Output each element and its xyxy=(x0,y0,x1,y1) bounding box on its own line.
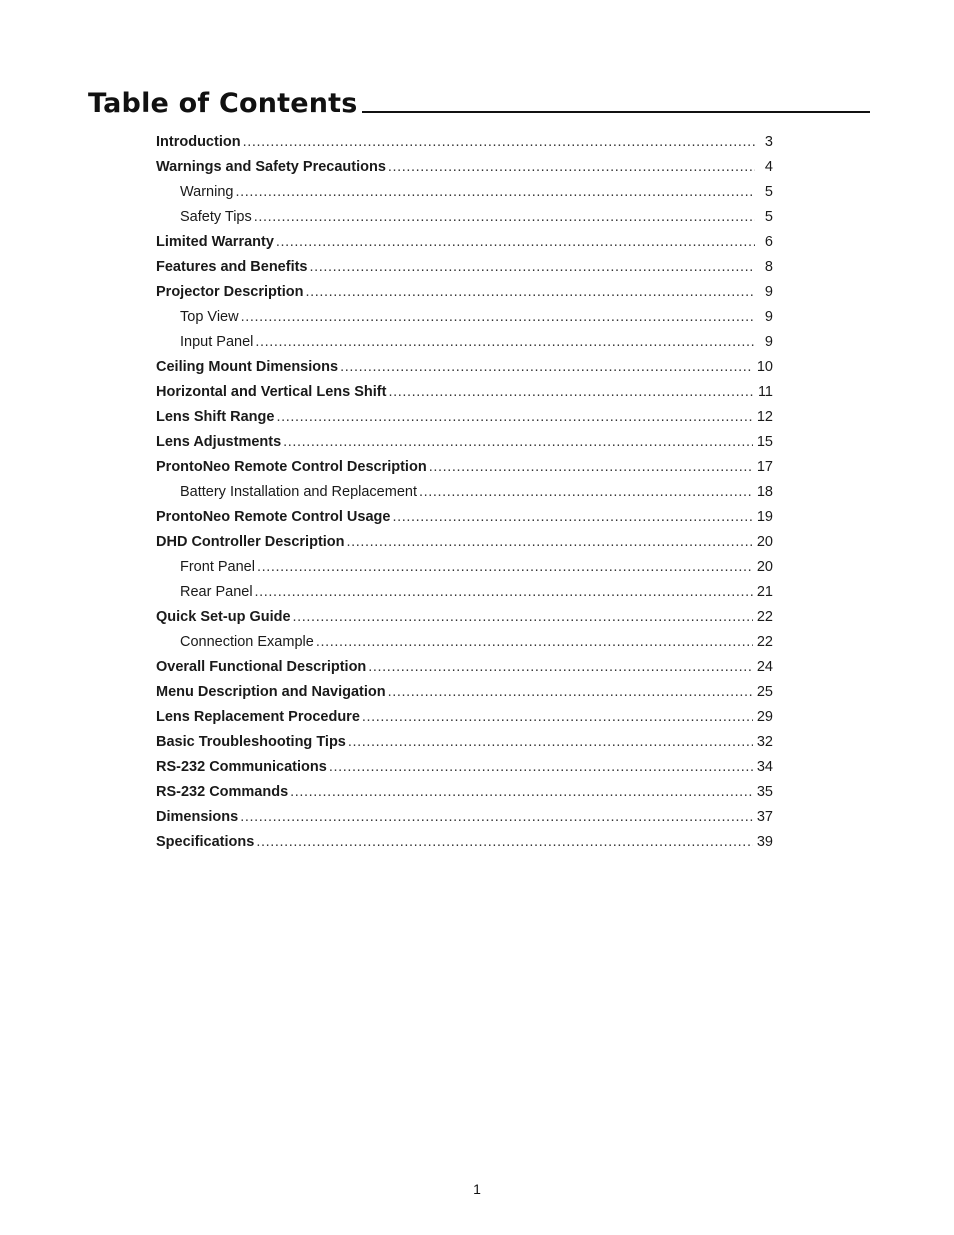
toc-dot-leader xyxy=(255,582,753,602)
toc-entry-label: Quick Set-up Guide xyxy=(156,609,291,625)
toc-entry[interactable] xyxy=(156,682,773,707)
toc-entry-page-number: 18 xyxy=(756,484,773,500)
page-title: Table of Contents xyxy=(88,88,358,119)
toc-entry[interactable] xyxy=(156,232,773,257)
toc-entry-label: ProntoNeo Remote Control Description xyxy=(156,459,427,475)
toc-subentry[interactable] xyxy=(156,182,773,207)
toc-entry-label: Top View xyxy=(180,309,239,325)
toc-entry-page-number: 6 xyxy=(764,234,773,250)
toc-entry-page-number: 39 xyxy=(756,834,773,850)
toc-entry[interactable] xyxy=(156,382,773,407)
toc-subentry[interactable] xyxy=(156,332,773,357)
toc-dot-leader xyxy=(243,132,755,152)
toc-entry-page-number: 22 xyxy=(756,609,773,625)
toc-dot-leader xyxy=(254,207,755,227)
toc-subentry[interactable] xyxy=(156,207,773,232)
toc-subentry[interactable] xyxy=(156,582,773,607)
toc-entry-page-number: 8 xyxy=(764,259,773,275)
toc-entry-label: Introduction xyxy=(156,134,241,150)
toc-entry[interactable] xyxy=(156,432,773,457)
toc-entry[interactable] xyxy=(156,757,773,782)
toc-entry[interactable] xyxy=(156,782,773,807)
toc-entry-page-number: 17 xyxy=(756,459,773,475)
toc-entry-label: Features and Benefits xyxy=(156,259,308,275)
toc-dot-leader xyxy=(348,732,753,752)
toc-entry-label: RS-232 Commands xyxy=(156,784,289,800)
toc-dot-leader xyxy=(293,607,753,627)
page-header xyxy=(88,84,870,120)
toc-entry-label: Rear Panel xyxy=(180,584,253,600)
table-of-contents-list xyxy=(156,132,773,857)
toc-entry-page-number: 3 xyxy=(764,134,773,150)
toc-entry-page-number: 22 xyxy=(756,634,773,650)
toc-entry-label: Connection Example xyxy=(180,634,314,650)
toc-dot-leader xyxy=(368,657,753,677)
toc-dot-leader xyxy=(305,282,755,302)
toc-dot-leader xyxy=(362,707,753,727)
toc-subentry[interactable] xyxy=(156,307,773,332)
toc-entry-page-number: 32 xyxy=(756,734,773,750)
toc-entry-page-number: 37 xyxy=(756,809,773,825)
page-number: 1 xyxy=(473,1181,481,1197)
toc-entry-page-number: 24 xyxy=(756,659,773,675)
toc-entry-page-number: 10 xyxy=(756,359,773,375)
toc-entry-page-number: 4 xyxy=(764,159,773,175)
toc-entry[interactable] xyxy=(156,157,773,182)
toc-entry[interactable] xyxy=(156,657,773,682)
toc-dot-leader xyxy=(241,307,755,327)
toc-entry[interactable] xyxy=(156,132,773,157)
toc-dot-leader xyxy=(392,507,752,527)
toc-entry[interactable] xyxy=(156,257,773,282)
toc-dot-leader xyxy=(255,332,755,352)
toc-entry-page-number: 12 xyxy=(756,409,773,425)
toc-dot-leader xyxy=(329,757,753,777)
toc-dot-leader xyxy=(316,632,753,652)
toc-entry[interactable] xyxy=(156,807,773,832)
toc-entry-label: Overall Functional Description xyxy=(156,659,367,675)
toc-entry-page-number: 20 xyxy=(756,534,773,550)
toc-entry-label: Specifications xyxy=(156,834,255,850)
toc-dot-leader xyxy=(283,432,753,452)
toc-entry[interactable] xyxy=(156,282,773,307)
toc-dot-leader xyxy=(429,457,753,477)
toc-dot-leader xyxy=(240,807,753,827)
toc-entry-label: Battery Installation and Replacement xyxy=(180,484,417,500)
toc-dot-leader xyxy=(347,532,753,552)
toc-dot-leader xyxy=(290,782,753,802)
toc-entry-label: RS-232 Communications xyxy=(156,759,327,775)
toc-dot-leader xyxy=(388,682,753,702)
toc-dot-leader xyxy=(276,232,755,252)
toc-dot-leader xyxy=(340,357,753,377)
toc-dot-leader xyxy=(388,382,754,402)
toc-entry-page-number: 29 xyxy=(756,709,773,725)
toc-entry[interactable] xyxy=(156,707,773,732)
toc-dot-leader xyxy=(419,482,753,502)
toc-entry-page-number: 34 xyxy=(756,759,773,775)
toc-entry-page-number: 21 xyxy=(756,584,773,600)
toc-dot-leader xyxy=(276,407,752,427)
toc-entry-label: DHD Controller Description xyxy=(156,534,345,550)
toc-entry[interactable] xyxy=(156,507,773,532)
toc-subentry[interactable] xyxy=(156,632,773,657)
toc-entry-page-number: 5 xyxy=(764,209,773,225)
toc-entry-page-number: 11 xyxy=(757,384,773,400)
toc-entry-label: Projector Description xyxy=(156,284,304,300)
toc-entry-page-number: 15 xyxy=(756,434,773,450)
toc-entry-label: Lens Replacement Procedure xyxy=(156,709,360,725)
toc-entry-label: Warning xyxy=(180,184,234,200)
toc-entry[interactable] xyxy=(156,407,773,432)
toc-entry-page-number: 35 xyxy=(756,784,773,800)
toc-subentry[interactable] xyxy=(156,482,773,507)
toc-entry[interactable] xyxy=(156,532,773,557)
toc-entry-page-number: 20 xyxy=(756,559,773,575)
toc-entry-page-number: 19 xyxy=(756,509,773,525)
toc-entry-label: Limited Warranty xyxy=(156,234,274,250)
toc-entry-label: Menu Description and Navigation xyxy=(156,684,386,700)
toc-entry-page-number: 5 xyxy=(764,184,773,200)
toc-dot-leader xyxy=(257,557,753,577)
toc-entry[interactable] xyxy=(156,357,773,382)
toc-dot-leader xyxy=(235,182,755,202)
toc-entry-label: Basic Troubleshooting Tips xyxy=(156,734,346,750)
toc-entry-page-number: 9 xyxy=(764,309,773,325)
toc-entry-label: Lens Shift Range xyxy=(156,409,275,425)
toc-entry-page-number: 25 xyxy=(756,684,773,700)
toc-entry[interactable] xyxy=(156,457,773,482)
toc-dot-leader xyxy=(256,832,753,852)
toc-subentry[interactable] xyxy=(156,557,773,582)
toc-dot-leader xyxy=(310,257,756,277)
toc-entry-label: Front Panel xyxy=(180,559,255,575)
toc-entry-label: Horizontal and Vertical Lens Shift xyxy=(156,384,387,400)
toc-entry-label: Dimensions xyxy=(156,809,239,825)
toc-entry-label: Ceiling Mount Dimensions xyxy=(156,359,339,375)
toc-entry[interactable] xyxy=(156,832,773,857)
toc-entry-label: ProntoNeo Remote Control Usage xyxy=(156,509,391,525)
toc-entry-label: Safety Tips xyxy=(180,209,252,225)
toc-entry-page-number: 9 xyxy=(764,284,773,300)
toc-entry-label: Input Panel xyxy=(180,334,254,350)
title-underline-rule xyxy=(362,111,870,113)
toc-entry-label: Lens Adjustments xyxy=(156,434,282,450)
toc-dot-leader xyxy=(388,157,755,177)
toc-entry-label: Warnings and Safety Precautions xyxy=(156,159,386,175)
toc-entry-page-number: 9 xyxy=(764,334,773,350)
toc-entry[interactable] xyxy=(156,732,773,757)
toc-entry[interactable] xyxy=(156,607,773,632)
